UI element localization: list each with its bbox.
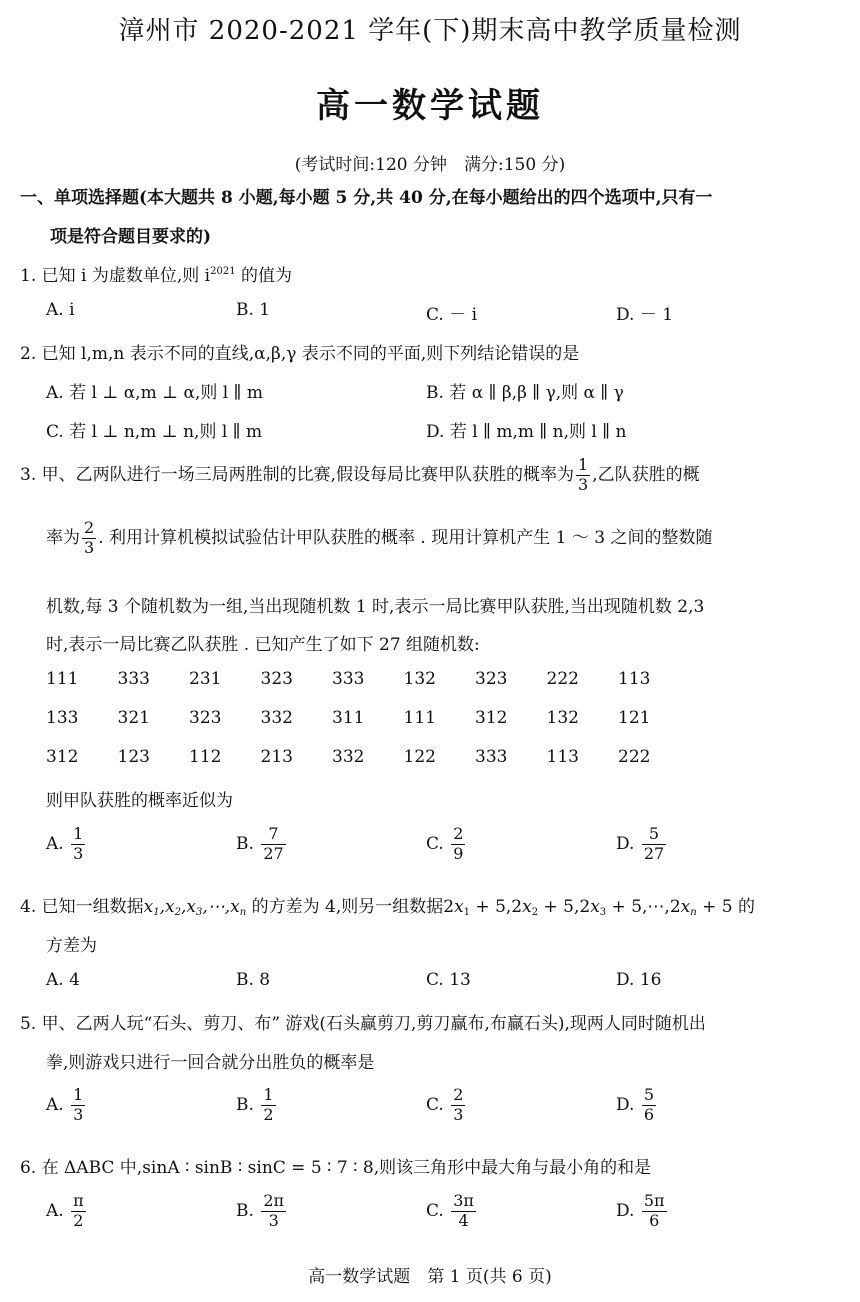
fraction-denominator: 3 (73, 843, 84, 863)
q5-option-a (46, 1087, 87, 1124)
q2-option-b: B. 若 α ∥ β,β ∥ γ,则 α ∥ γ (426, 383, 624, 403)
q1-option-b: B. 1 (236, 300, 271, 320)
q3-line1-text: 3. 甲、乙两队进行一场三局两胜制的比赛,假设每局比赛甲队获胜的概率为 (20, 464, 575, 485)
option-label: D. (616, 1200, 635, 1221)
q5-option-d (616, 1087, 658, 1124)
q3-option-a (46, 826, 87, 863)
fraction-numerator: 3π (453, 1191, 474, 1210)
q1-option-d: D. － 1 (616, 305, 674, 325)
fraction-numerator: 2 (453, 1085, 464, 1104)
q4-option-b: B. 8 (236, 970, 271, 990)
random-number: 132 (546, 708, 579, 728)
option-fraction (71, 1087, 85, 1124)
q3-line2 (46, 520, 712, 557)
fraction-numerator: 1 (73, 824, 84, 843)
random-number: 332 (260, 708, 293, 728)
random-number: 123 (117, 747, 150, 767)
option-fraction (261, 1087, 275, 1124)
option-label: A. (46, 833, 64, 854)
exam-header: 漳州市 2020-2021 学年(下)期末高中教学质量检测 (118, 16, 742, 46)
subject-title: 高一数学试题 (316, 86, 544, 126)
fraction-denominator: 6 (643, 1104, 655, 1124)
option-fraction (451, 826, 465, 863)
q5-option-b (236, 1087, 278, 1124)
q1-stem-tail: 的值为 (235, 266, 292, 286)
q4-option-a: A. 4 (46, 970, 80, 990)
fraction-denominator: 27 (643, 843, 665, 863)
q3-line3: 机数,每 3 个随机数为一组,当出现随机数 1 时,表示一局比赛甲队获胜,当出现随机数 2,3 (46, 597, 705, 617)
random-number-row-1 (46, 669, 690, 689)
fraction-numerator: 1 (73, 1085, 84, 1104)
fraction-denominator: 3 (73, 1104, 84, 1124)
random-number: 222 (618, 747, 651, 767)
random-number: 213 (260, 747, 293, 767)
option-label: A. (46, 1094, 64, 1115)
option-label: D. (616, 1094, 635, 1115)
q1-option-c: C. － i (426, 305, 478, 325)
fraction-denominator: 3 (578, 474, 589, 494)
q1-stem-text: 1. 已知 i 为虚数单位,则 i (20, 266, 211, 286)
fraction-numerator: 1 (263, 1085, 274, 1104)
q4-option-c: C. 13 (426, 970, 471, 990)
option-fraction (451, 1193, 476, 1230)
fraction-denominator: 3 (84, 537, 95, 557)
q1-exponent: 2021 (210, 266, 236, 277)
q4-option-d: D. 16 (616, 970, 662, 990)
random-number: 121 (618, 708, 651, 728)
random-number: 333 (332, 669, 365, 689)
q5-line1: 5. 甲、乙两人玩“石头、剪刀、布” 游戏(石头赢剪刀,剪刀赢布,布赢石头),现两人同时随机出 (20, 1014, 706, 1034)
q2-option-c: C. 若 l ⊥ n,m ⊥ n,则 l ∥ m (46, 422, 263, 442)
fraction-denominator: 2 (73, 1210, 84, 1230)
q3-line4: 时,表示一局比赛乙队获胜 . 已知产生了如下 27 组随机数: (46, 635, 480, 655)
option-label: C. (426, 1200, 444, 1221)
q2-option-d: D. 若 l ∥ m,m ∥ n,则 l ∥ n (426, 422, 627, 442)
random-number: 111 (403, 708, 436, 728)
option-label: D. (616, 833, 635, 854)
q3-fraction-2-3 (82, 520, 96, 557)
fraction-numerator: 5π (643, 1191, 665, 1210)
q3-line1 (20, 457, 700, 494)
random-number: 323 (189, 708, 222, 728)
random-number-row-3 (46, 747, 690, 767)
fraction-numerator: π (73, 1191, 84, 1210)
random-number: 112 (189, 747, 222, 767)
option-label: B. (236, 1094, 254, 1115)
q3-line2-tail: . 利用计算机模拟试验估计甲队获胜的概率 . 现用计算机产生 1 ～ 3 之间的整数随 (98, 527, 713, 548)
random-number: 323 (260, 669, 293, 689)
random-number: 231 (189, 669, 222, 689)
fraction-denominator: 6 (649, 1210, 660, 1230)
q3-option-b (236, 826, 288, 863)
fraction-denominator: 3 (453, 1104, 464, 1124)
option-fraction (261, 1193, 286, 1230)
q1-stem (20, 261, 292, 286)
random-number: 311 (332, 708, 365, 728)
option-fraction (71, 826, 85, 863)
q2-stem: 2. 已知 l,m,n 表示不同的直线,α,β,γ 表示不同的平面,则下列结论错误的是 (20, 344, 580, 364)
q1-option-a: A. i (46, 300, 75, 320)
option-label: C. (426, 1094, 444, 1115)
random-number: 333 (475, 747, 508, 767)
random-number: 333 (117, 669, 150, 689)
random-number-row-2 (46, 708, 690, 728)
option-fraction (642, 1193, 667, 1230)
fraction-numerator: 2 (453, 824, 464, 843)
random-number: 113 (618, 669, 651, 689)
option-label: A. (46, 1200, 64, 1221)
q3-ask: 则甲队获胜的概率近似为 (46, 791, 233, 811)
q4-text-c: 的 (732, 897, 755, 917)
q4-text-b: 的方差为 4,则另一组数据 (246, 897, 444, 917)
fraction-numerator: 5 (642, 826, 666, 845)
section1-heading-line2: 项是符合题目要求的) (50, 227, 212, 247)
q6-stem: 6. 在 ΔABC 中,sinA ∶ sinB ∶ sinC = 5 ∶ 7 ∶ 8,则该三角形中最大角与最小角的和是 (20, 1158, 652, 1178)
fraction-numerator: 2 (84, 518, 95, 537)
fraction-denominator: 27 (263, 843, 284, 863)
q5-line2: 拳,则游戏只进行一回合就分出胜负的概率是 (46, 1053, 375, 1073)
random-number: 312 (46, 747, 79, 767)
random-number: 321 (117, 708, 150, 728)
option-label: B. (236, 833, 254, 854)
fraction-numerator: 1 (578, 455, 589, 474)
q3-line1-tail: ,乙队获胜的概 (592, 464, 700, 485)
random-number: 312 (475, 708, 508, 728)
random-number: 133 (46, 708, 79, 728)
option-fraction (642, 1087, 656, 1124)
option-label: B. (236, 1200, 254, 1221)
random-number: 222 (546, 669, 579, 689)
data-set-x: $x_1,x_2,x_3,\cdots,x_n$ (143, 897, 247, 918)
random-number: 113 (546, 747, 579, 767)
q3-option-c (426, 826, 467, 863)
q3-option-d (616, 826, 668, 863)
option-fraction (451, 1087, 465, 1124)
fraction-denominator: 9 (453, 843, 464, 863)
q6-option-c (426, 1193, 478, 1230)
fraction-denominator: 4 (458, 1210, 469, 1230)
random-number: 332 (332, 747, 365, 767)
q6-option-d (616, 1193, 669, 1230)
q3-line2-text: 率为 (46, 527, 80, 548)
fraction-numerator: 2π (263, 1191, 285, 1210)
option-fraction (261, 826, 285, 863)
exam-info: (考试时间:120 分钟 满分:150 分) (294, 155, 566, 175)
q4-text-a: 4. 已知一组数据 (20, 897, 144, 917)
random-number: 132 (403, 669, 436, 689)
random-number: 323 (475, 669, 508, 689)
option-fraction (71, 1193, 86, 1230)
random-number: 111 (46, 669, 79, 689)
fraction-numerator: 7 (261, 826, 285, 845)
q4-line2: 方差为 (46, 936, 97, 956)
q2-option-a: A. 若 l ⊥ α,m ⊥ α,则 l ∥ m (46, 383, 264, 403)
fraction-denominator: 3 (268, 1210, 279, 1230)
q6-option-a (46, 1193, 88, 1230)
q4-line1: 4. 已知一组数据$x_1,x_2,x_3,\cdots,x_n$ 的方差为 4,则另一组数据$2x_1 + 5,2x_2 + 5,2x_3$ + $5,\cdots,2x_n + 5$ 的 (20, 897, 755, 918)
q5-option-c (426, 1087, 467, 1124)
fraction-numerator: 5 (643, 1085, 655, 1104)
q3-fraction-1-3 (576, 457, 590, 494)
q6-option-b (236, 1193, 288, 1230)
option-fraction (642, 826, 666, 863)
option-label: C. (426, 833, 444, 854)
fraction-denominator: 2 (263, 1104, 274, 1124)
section1-heading-line1: 一、单项选择题(本大题共 8 小题,每小题 5 分,共 40 分,在每小题给出的四个选项中,只有一 (20, 188, 713, 208)
page-footer: 高一数学试题 第 1 页(共 6 页) (308, 1267, 552, 1287)
random-number: 122 (403, 747, 436, 767)
